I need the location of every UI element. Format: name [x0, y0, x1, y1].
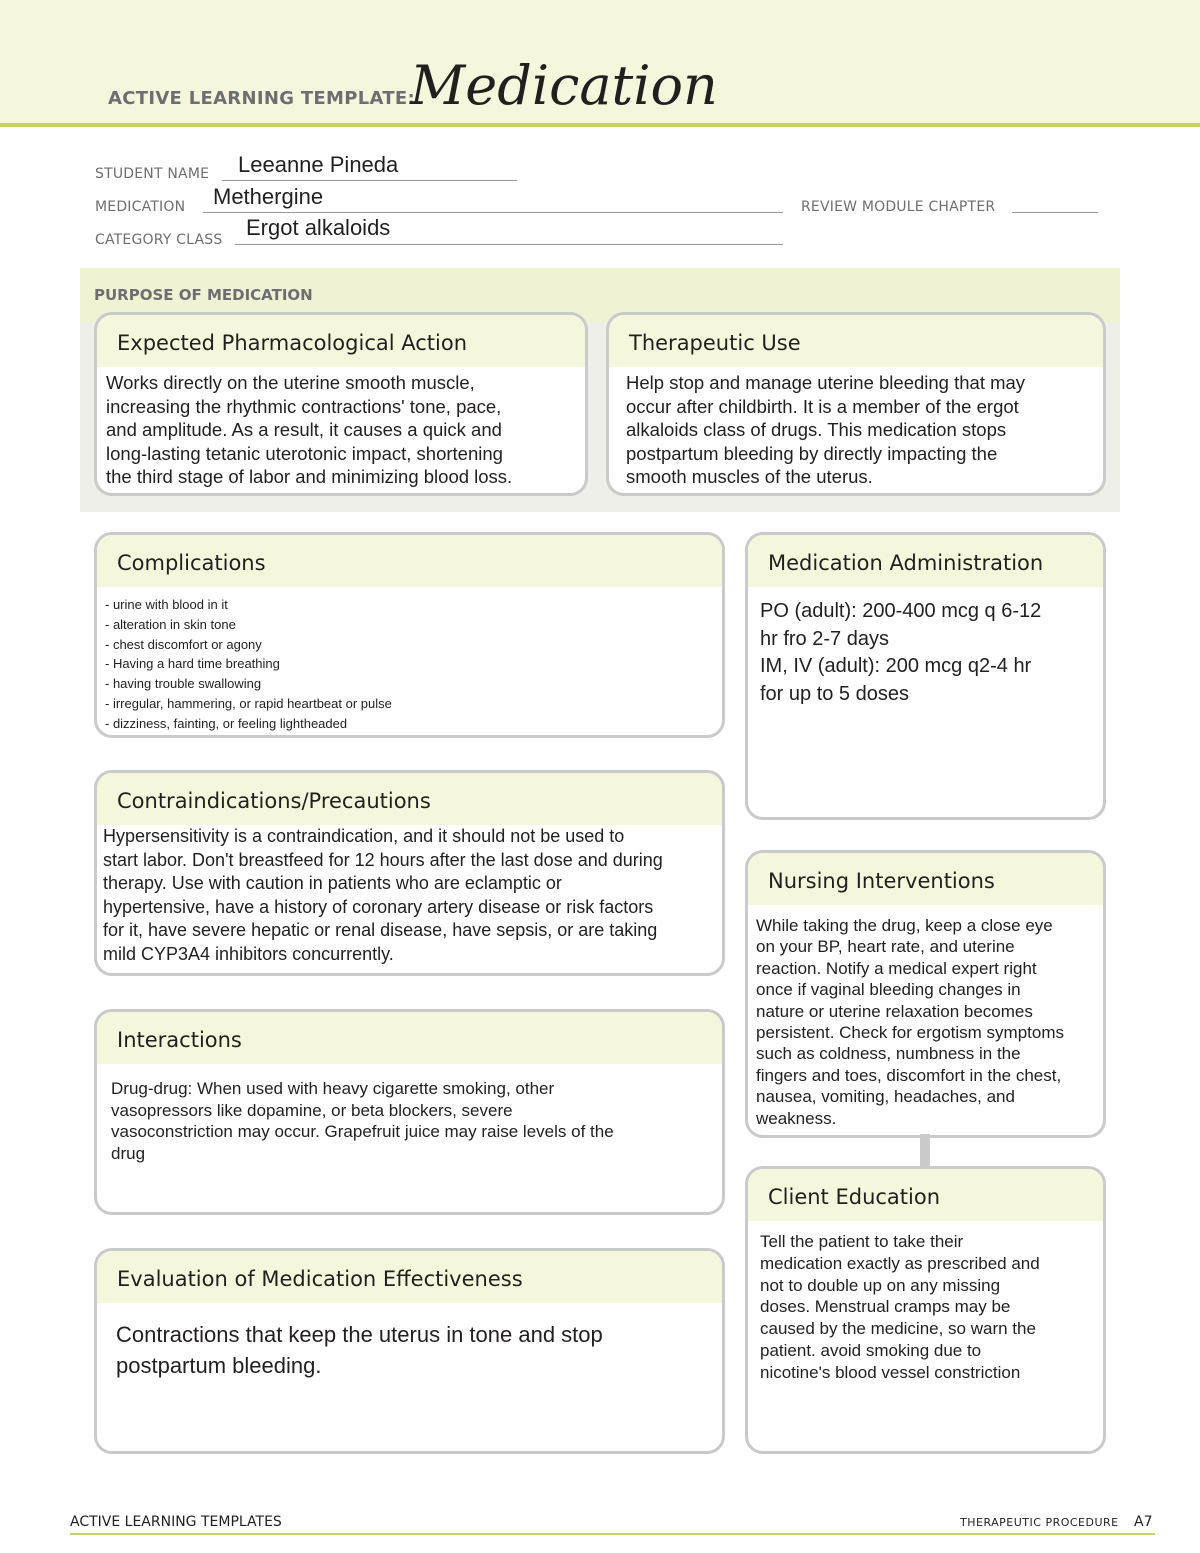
- contraindications-title: Contraindications/Precautions: [117, 789, 431, 813]
- header-divider: [0, 123, 1200, 127]
- therapeutic-use-title: Therapeutic Use: [629, 331, 801, 355]
- complications-box: [94, 532, 725, 738]
- page-title: Medication: [410, 54, 718, 117]
- student-name-field[interactable]: Leeanne Pineda: [238, 152, 399, 177]
- review-module-field[interactable]: [1012, 196, 1098, 213]
- purpose-label: PURPOSE OF MEDICATION: [94, 286, 313, 304]
- medication-field[interactable]: Methergine: [213, 184, 324, 209]
- footer-left-label: ACTIVE LEARNING TEMPLATES: [70, 1514, 282, 1530]
- template-label: ACTIVE LEARNING TEMPLATE:: [108, 88, 415, 109]
- page-number: A7: [1134, 1514, 1153, 1530]
- footer-section-label: THERAPEUTIC PROCEDURE: [960, 1516, 1119, 1529]
- expected-action-box: [94, 312, 588, 496]
- review-module-label: REVIEW MODULE CHAPTER: [801, 199, 996, 215]
- nursing-interventions-text: While taking the drug, keep a close eye on your BP, heart rate, and uterine reaction. Notify a medical expert right once if vaginal bleeding changes in nature or uterine relaxation becomes persistent. Check for ergotism symptoms such as coldness, numbness in the fingers and toes, discomfort in the chest, nausea, vomiting, headaches, and weakness.: [756, 916, 1064, 1128]
- contraindications-box: [94, 770, 725, 976]
- therapeutic-use-box: [606, 312, 1106, 496]
- expected-action-text: Works directly on the uterine smooth muscle, increasing the rhythmic contractions' tone, pace, and amplitude. As a result, it causes a quick and long-lasting tetanic uterotonic impact, shortening the third stage of labor and minimizing blood loss.: [106, 372, 513, 487]
- evaluation-title: Evaluation of Medication Effectiveness: [117, 1267, 523, 1291]
- client-education-box: [745, 1166, 1106, 1454]
- nursing-interventions-title: Nursing Interventions: [768, 869, 995, 893]
- evaluation-box: [94, 1248, 725, 1454]
- nursing-interventions-box: [745, 850, 1106, 1138]
- interactions-title: Interactions: [117, 1028, 242, 1052]
- medication-label: MEDICATION: [95, 199, 186, 215]
- interactions-box: [94, 1009, 725, 1215]
- footer-divider: [70, 1533, 1155, 1535]
- administration-text: PO (adult): 200-400 mcg q 6-12 hr fro 2-7 days IM, IV (adult): 200 mcg q2-4 hr for up to 5 doses: [760, 600, 1042, 705]
- category-class-label: CATEGORY CLASS: [95, 232, 223, 248]
- therapeutic-use-text: Help stop and manage uterine bleeding that may occur after childbirth. It is a member of the ergot alkaloids class of drugs. This medication stops postpartum bleeding by directly impacting the smooth muscles of the uterus.: [626, 372, 1026, 487]
- evaluation-text: Contractions that keep the uterus in tone and stop postpartum bleeding.: [116, 1322, 603, 1378]
- contraindications-text: Hypersensitivity is a contraindication, and it should not be used to start labor. Don't breastfeed for 12 hours after the last dose and during therapy. Use with caution in patients who are eclamptic or hypertensive, have a history of coronary artery disease or risk factors for it, have severe hepatic or renal disease, have sepsis, or are taking mild CYP3A4 inhibitors concurrently.: [103, 826, 663, 964]
- connector-bar: [920, 1134, 930, 1168]
- client-education-title: Client Education: [768, 1185, 941, 1209]
- expected-action-title: Expected Pharmacological Action: [117, 331, 468, 355]
- administration-box: [745, 532, 1106, 820]
- client-education-text: Tell the patient to take their medication exactly as prescribed and not to double up on any missing doses. Menstrual cramps may be caused by the medicine, so warn the patient. avoid smoking due to nicotine's blood vessel constriction: [760, 1232, 1040, 1382]
- complications-text: - urine with blood in it - alteration in skin tone - chest discomfort or agony - Having a hard time breathing - having trouble swallowing - irregular, hammering, or rapid heartbeat or pulse - dizziness, fainting, or feeling lightheaded: [105, 597, 392, 731]
- administration-title: Medication Administration: [768, 551, 1044, 575]
- category-class-field[interactable]: Ergot alkaloids: [246, 215, 391, 240]
- interactions-text: Drug-drug: When used with heavy cigarette smoking, other vasopressors like dopamine, or beta blockers, severe vasoconstriction may occur. Grapefruit juice may raise levels of the drug: [111, 1079, 614, 1163]
- student-name-label: STUDENT NAME: [95, 166, 210, 182]
- complications-title: Complications: [117, 551, 266, 575]
